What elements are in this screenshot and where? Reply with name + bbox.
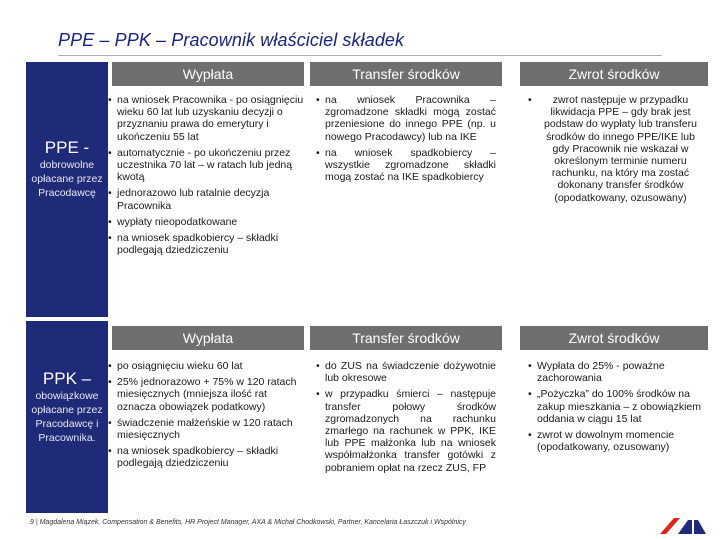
header-wyplata-ppk: Wypłata — [112, 326, 304, 350]
list-item: • Wypłata do 25% - poważne zachorowania — [528, 360, 665, 385]
list-item: • 25% jednorazowo + 75% w 120 ratach miesięcznych (mniejsza ilość rat oznacza obowiązek podatkowy) — [108, 376, 297, 413]
axa-logo-icon — [654, 514, 708, 536]
list-item: • „Pożyczka” do 100% środków na zakup mieszkania – z obowiązkiem oddania w ciągu 15 lat — [528, 388, 701, 425]
list-item: • zwrot następuje w przypadku likwidacja PPE – gdy brak jest podstaw do wypłaty lub transferu środków do innego PPE/IKE lub gdy Pracownik nie wskazał w określonym terminie numeru rachunku, na który ma zostać dokonany transfer środków (opodatkowany, ozusowany) — [528, 94, 697, 204]
list-item: • po osiągnięciu wieku 60 lat — [108, 360, 243, 372]
cell-ppk-zwrot — [528, 360, 704, 457]
row-label-ppe — [26, 62, 108, 317]
row-label-desc: obowiązkowe opłacane przez Pracodawcę i Pracownika. — [31, 390, 103, 444]
list-item: • na wniosek spadkobiercy – składki podlegają dziedziczeniu — [108, 445, 279, 470]
list-item: • w przypadku śmierci – następuje transfer połowy środków zgromadzonych na rachunku zmarłego na rachunek w PPK, IKE lub PPE małżonka lub na wniosek współmałżonka transfer gotówki z pobraniem opłat na rzecz ZUS, FP — [316, 388, 496, 474]
list-item: • na wniosek Pracownika – zgromadzone składki mogą zostać przeniesione do innego PPE (np. u nowego Pracodawcy) lub na IKE — [316, 94, 496, 143]
header-transfer-ppe: Transfer środków — [310, 62, 502, 86]
row-label-desc: dobrowolne opłacane przez Pracodawcę — [31, 159, 103, 199]
cell-ppe-transfer — [316, 94, 496, 187]
header-zwrot-ppe: Zwrot środków — [520, 62, 708, 86]
list-item: • automatycznie - po ukończeniu przez uczestnika 70 lat – w ratach lub jedną kwotą — [108, 146, 293, 184]
page-title: PPE – PPK – Pracownik właściciel składek — [58, 30, 405, 50]
list-item: • świadczenie małżeńskie w 120 ratach miesięcznych — [108, 416, 293, 442]
list-item: • zwrot w dowolnym momencie (opodatkowany, ozusowany) — [528, 429, 675, 454]
row-label-title: PPK – — [42, 369, 92, 388]
header-zwrot-ppk: Zwrot środków — [520, 326, 708, 350]
list-item: • do ZUS na świadczenie dożywotnie lub okresowe — [316, 360, 496, 385]
title-rule — [58, 55, 662, 56]
list-item: • wypłaty nieopodatkowane — [108, 215, 238, 228]
cell-ppk-transfer — [316, 360, 496, 478]
cell-ppe-zwrot — [528, 94, 704, 208]
header-transfer-ppk: Transfer środków — [310, 326, 502, 350]
row-label-ppk — [26, 321, 108, 513]
header-wyplata-ppe: Wypłata — [112, 62, 304, 86]
list-item: • na wniosek Pracownika - po osiągnięciu wieku 60 lat lub uzyskaniu decyzji o przyznaniu prawa do emerytury i ukończeniu 55 lat — [108, 94, 304, 143]
row-label-title: PPE - — [44, 138, 90, 157]
footer-credits: 9 | Magdalena Miązek, Compensation & Benefits, HR Project Manager, AXA & Michał Chodkowski, Partner, Kancelaria Łaszczuk i Wspólnicy — [30, 519, 466, 526]
list-item: • na wniosek spadkobiercy – wszystkie zgromadzone składki mogą zostać na IKE spadkobiercy — [316, 146, 496, 184]
list-item: • jednorazowo lub ratalnie decyzja Pracownika — [108, 187, 270, 212]
cell-ppe-wyplata — [108, 94, 308, 260]
list-item: • na wniosek spadkobiercy – składki podlegają dziedziczeniu — [108, 232, 279, 257]
cell-ppk-wyplata — [108, 360, 308, 474]
